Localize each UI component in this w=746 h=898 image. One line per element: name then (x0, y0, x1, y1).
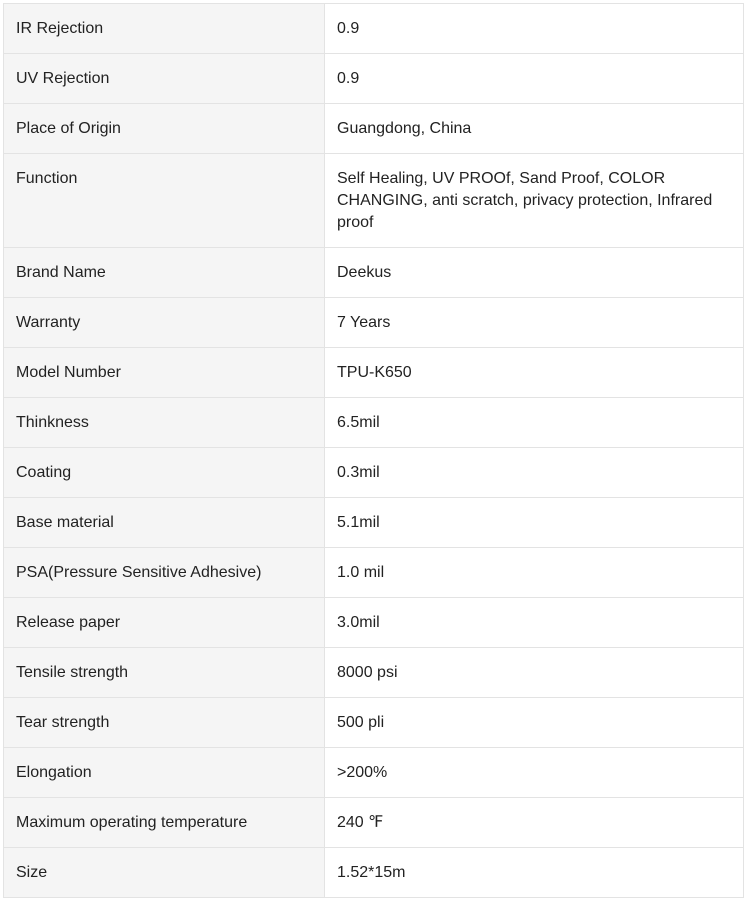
table-row (4, 648, 744, 698)
spec-value: 3.0mil (325, 598, 744, 648)
spec-value: Guangdong, China (325, 104, 744, 154)
table-row (4, 798, 744, 848)
spec-value: Deekus (325, 248, 744, 298)
spec-label: Function (4, 154, 325, 248)
spec-value: >200% (325, 748, 744, 798)
table-row (4, 54, 744, 104)
spec-label: Maximum operating temperature (4, 798, 325, 848)
table-row (4, 348, 744, 398)
spec-label: Base material (4, 498, 325, 548)
table-row (4, 248, 744, 298)
spec-label: Warranty (4, 298, 325, 348)
spec-value: 7 Years (325, 298, 744, 348)
table-row (4, 448, 744, 498)
spec-label: Coating (4, 448, 325, 498)
spec-table (3, 3, 744, 898)
table-row (4, 848, 744, 898)
table-row (4, 298, 744, 348)
spec-value: Self Healing, UV PROOf, Sand Proof, COLOR CHANGING, anti scratch, privacy protection, Infrared proof (325, 154, 744, 248)
spec-label: IR Rejection (4, 4, 325, 54)
spec-value: 5.1mil (325, 498, 744, 548)
spec-value: 0.9 (325, 54, 744, 104)
spec-value: TPU-K650 (325, 348, 744, 398)
spec-value: 6.5mil (325, 398, 744, 448)
spec-label: Tear strength (4, 698, 325, 748)
spec-label: Elongation (4, 748, 325, 798)
spec-label: Release paper (4, 598, 325, 648)
table-row (4, 398, 744, 448)
table-row (4, 154, 744, 248)
table-row (4, 548, 744, 598)
table-row (4, 498, 744, 548)
table-row (4, 598, 744, 648)
spec-value: 8000 psi (325, 648, 744, 698)
spec-value: 0.9 (325, 4, 744, 54)
spec-value: 1.0 mil (325, 548, 744, 598)
table-row (4, 698, 744, 748)
spec-value: 0.3mil (325, 448, 744, 498)
spec-label: Brand Name (4, 248, 325, 298)
table-row (4, 4, 744, 54)
spec-label: UV Rejection (4, 54, 325, 104)
spec-label: Model Number (4, 348, 325, 398)
spec-label: Size (4, 848, 325, 898)
spec-label: Place of Origin (4, 104, 325, 154)
spec-value: 500 pli (325, 698, 744, 748)
table-row (4, 104, 744, 154)
spec-value: 1.52*15m (325, 848, 744, 898)
spec-label: Tensile strength (4, 648, 325, 698)
spec-value: 240 ℉ (325, 798, 744, 848)
spec-label: Thinkness (4, 398, 325, 448)
table-row (4, 748, 744, 798)
spec-label: PSA(Pressure Sensitive Adhesive) (4, 548, 325, 598)
